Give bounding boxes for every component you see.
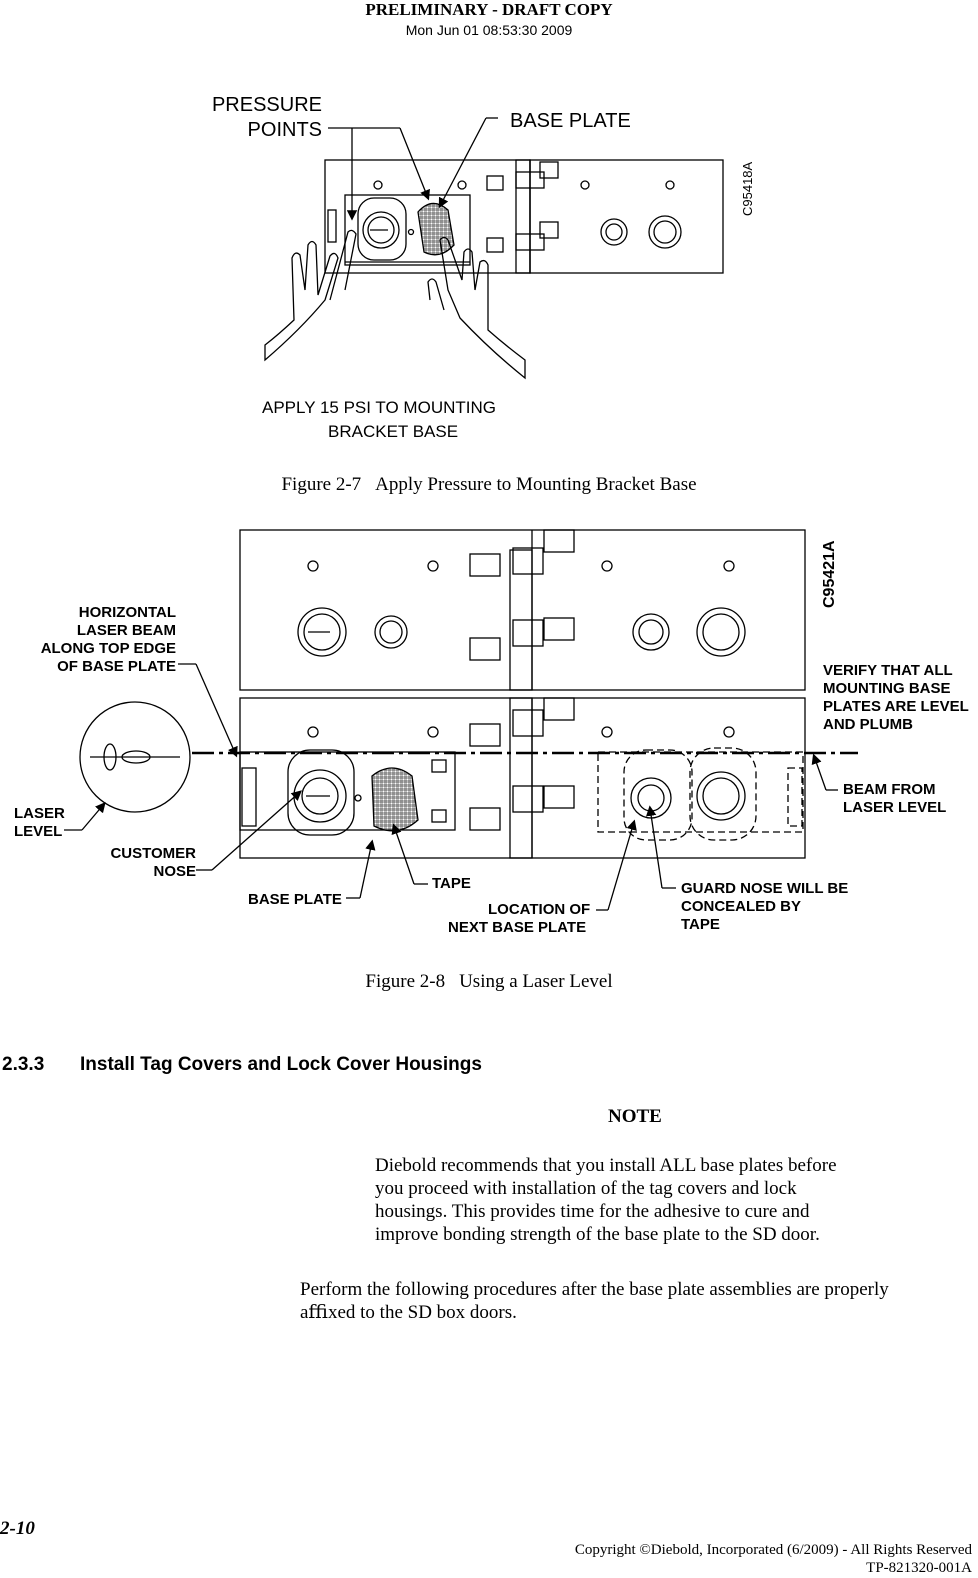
figure-2-8-number: Figure 2-8 xyxy=(365,971,446,992)
fig2-label-guard-3: TAPE xyxy=(681,916,720,933)
figure-2-8-illustration xyxy=(0,520,978,950)
fig1-drawing-id: C95418A xyxy=(740,161,755,216)
note-body xyxy=(375,1154,895,1246)
fig2-label-verify-1: VERIFY THAT ALL xyxy=(823,662,953,679)
fig2-label-laser-1: LASER xyxy=(14,805,65,822)
body-paragraph xyxy=(300,1278,965,1324)
copyright-notice: Copyright ©Diebold, Incorporated (6/2009) - All Rights Reserved xyxy=(574,1542,972,1558)
fig2-label-horizontal-3: ALONG TOP EDGE xyxy=(40,640,176,657)
note-heading: NOTE xyxy=(608,1106,662,1127)
figure-2-8-title: Using a Laser Level xyxy=(459,971,613,992)
fig2-label-horizontal-1: HORIZONTAL xyxy=(78,604,176,621)
fig2-label-horizontal-4: OF BASE PLATE xyxy=(57,658,176,675)
fig2-label-guard-2: CONCEALED BY xyxy=(681,898,802,915)
figure-2-7-illustration xyxy=(0,0,978,460)
document-id: TP-821320-001A xyxy=(866,1560,972,1576)
fig1-label-pressure: PRESSURE xyxy=(211,94,322,116)
fig2-label-customer-2: NOSE xyxy=(153,863,196,880)
fig2-label-base-plate: BASE PLATE xyxy=(248,891,342,908)
figure-2-7-number: Figure 2-7 xyxy=(281,474,362,495)
note-line: Diebold recommends that you install ALL base plates before xyxy=(375,1155,837,1176)
figure-2-7-title: Apply Pressure to Mounting Bracket Base xyxy=(375,474,697,495)
section-number: 2.3.3 xyxy=(2,1054,45,1075)
fig1-label-apply-line2: BRACKET BASE xyxy=(328,422,459,441)
fig1-label-apply-line1: APPLY 15 PSI TO MOUNTING xyxy=(262,398,496,417)
fig2-label-horizontal-2: LASER BEAM xyxy=(76,622,176,639)
fig2-label-verify-3: PLATES ARE LEVEL xyxy=(823,698,969,715)
draft-title: PRELIMINARY - DRAFT COPY xyxy=(365,0,613,19)
figure-2-8-caption xyxy=(0,971,978,993)
fig2-label-customer-1: CUSTOMER xyxy=(110,845,196,862)
fig2-label-guard-1: GUARD NOSE WILL BE xyxy=(681,880,849,897)
figure-2-7-caption xyxy=(0,474,978,496)
section-title: Install Tag Covers and Lock Cover Housings xyxy=(80,1054,482,1075)
section-heading xyxy=(2,1054,482,1076)
paragraph-line: aﬃxed to the SD box doors. xyxy=(300,1302,517,1323)
fig2-drawing-id: C95421A xyxy=(821,540,838,608)
timestamp: Mon Jun 01 08:53:30 2009 xyxy=(405,22,573,38)
fig2-label-tape: TAPE xyxy=(432,875,471,892)
fig2-label-verify-4: AND PLUMB xyxy=(823,716,913,733)
note-line: improve bonding strength of the base plate to the SD door. xyxy=(375,1224,820,1245)
paragraph-line: Perform the following procedures after the base plate assemblies are properly xyxy=(300,1279,889,1300)
note-line: housings. This provides time for the adhesive to cure and xyxy=(375,1201,810,1222)
note-line: you proceed with installation of the tag covers and lock xyxy=(375,1178,797,1199)
fig2-label-location-1: LOCATION OF xyxy=(488,901,591,918)
fig2-label-laser-2: LEVEL xyxy=(14,823,63,840)
fig2-label-beam-1: BEAM FROM xyxy=(843,781,936,798)
fig2-label-verify-2: MOUNTING BASE xyxy=(823,680,951,697)
fig1-label-points: POINTS xyxy=(247,119,322,141)
page-number: 2-10 xyxy=(0,1518,35,1539)
fig2-label-location-2: NEXT BASE PLATE xyxy=(448,919,587,936)
fig1-label-base-plate: BASE PLATE xyxy=(510,110,631,132)
fig2-label-beam-2: LASER LEVEL xyxy=(843,799,947,816)
